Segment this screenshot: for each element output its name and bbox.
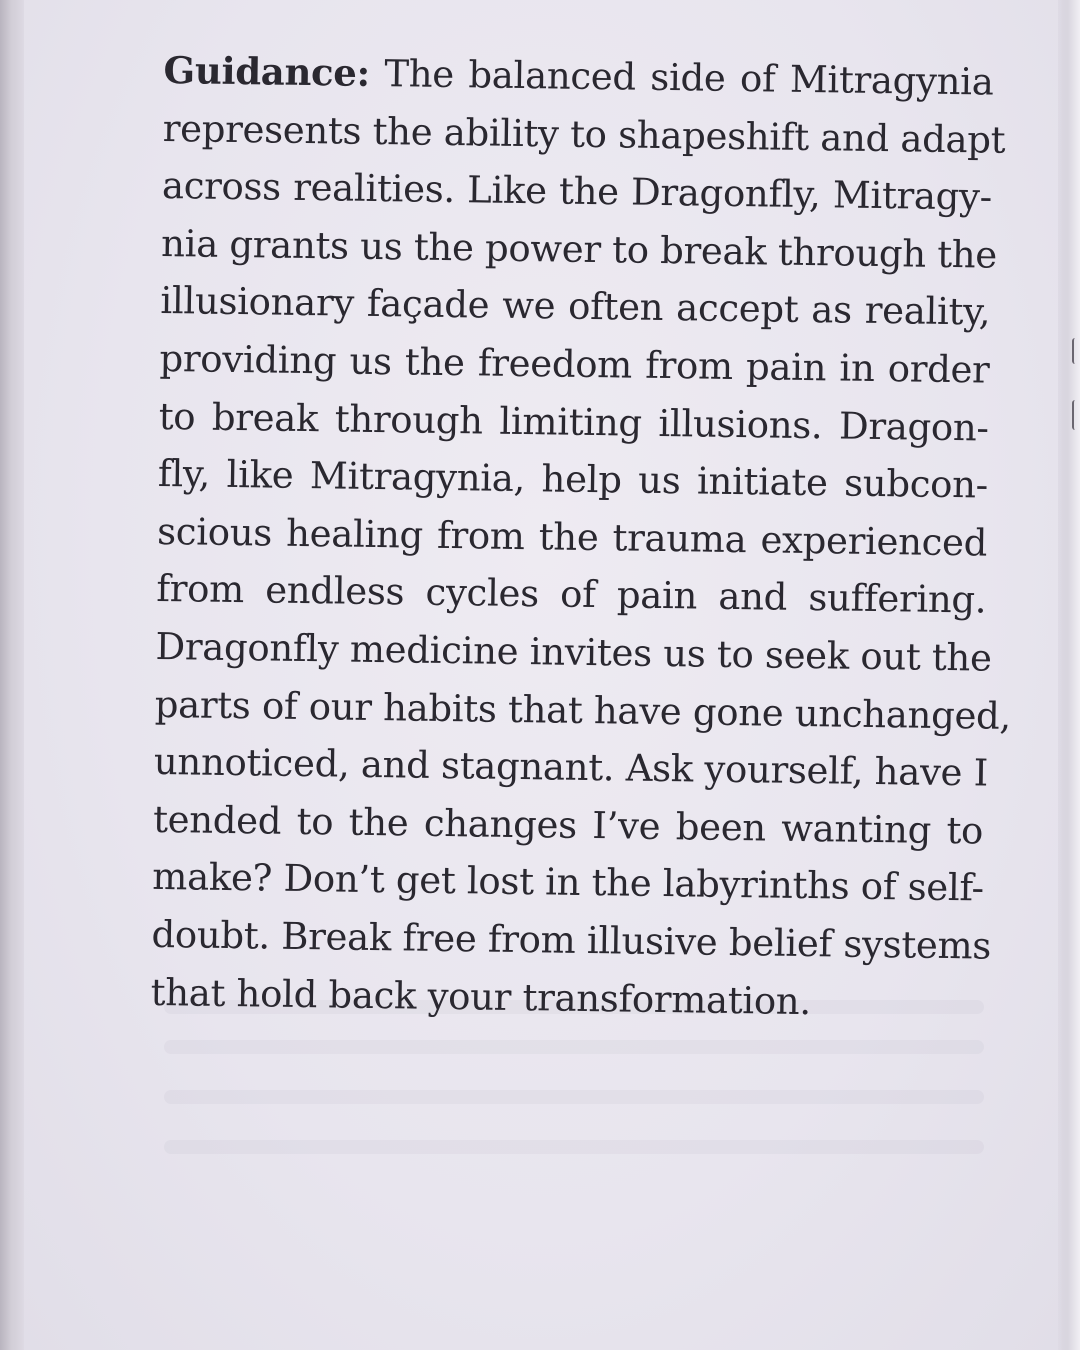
text-line: make? Don’t get lost in the labyrinths of self-	[152, 855, 985, 910]
guidance-label: Guidance:	[163, 47, 371, 95]
text-line: Dragonfly medicine invites us to seek out the	[155, 624, 992, 680]
bleed-through-text	[164, 1040, 984, 1054]
text-line: represents the ability to shapeshift and adapt	[162, 106, 1006, 162]
adjacent-page-mark	[1072, 338, 1078, 364]
text-line: unnoticed, and stagnant. Ask yourself, have I	[153, 740, 989, 795]
text-line: providing us the freedom from pain in order	[159, 336, 990, 392]
text-line: fly, like Mitragynia, help us initiate subcon-	[157, 452, 989, 507]
page-left-edge	[0, 0, 24, 1350]
text-line: to break through limiting illusions. Dragon-	[158, 394, 989, 450]
text-line: that hold back your transformation.	[150, 970, 812, 1023]
text-line: nia grants us the power to break through the	[160, 221, 998, 277]
text-line: across realities. Like the Dragonfly, Mitragy-	[161, 164, 993, 219]
text-line: scious healing from the trauma experienced	[156, 509, 988, 565]
text-line: doubt. Break free from illusive belief systems	[151, 912, 992, 968]
bleed-through-text	[164, 1090, 984, 1104]
bleed-through-text	[164, 1140, 984, 1154]
text-line: tended to the changes I’ve been wanting to	[152, 797, 984, 853]
guidance-paragraph	[150, 42, 1012, 1033]
text-line: parts of our habits that have gone unchanged,	[154, 682, 1012, 738]
book-page	[24, 0, 1058, 1350]
page-right-edge	[1058, 0, 1080, 1350]
text-line: illusionary façade we often accept as reality,	[160, 279, 991, 334]
adjacent-page-mark	[1072, 400, 1078, 430]
text-line: from endless cycles of pain and suffering.	[156, 567, 987, 622]
line-text: The balanced side of Mitragynia	[384, 52, 994, 104]
